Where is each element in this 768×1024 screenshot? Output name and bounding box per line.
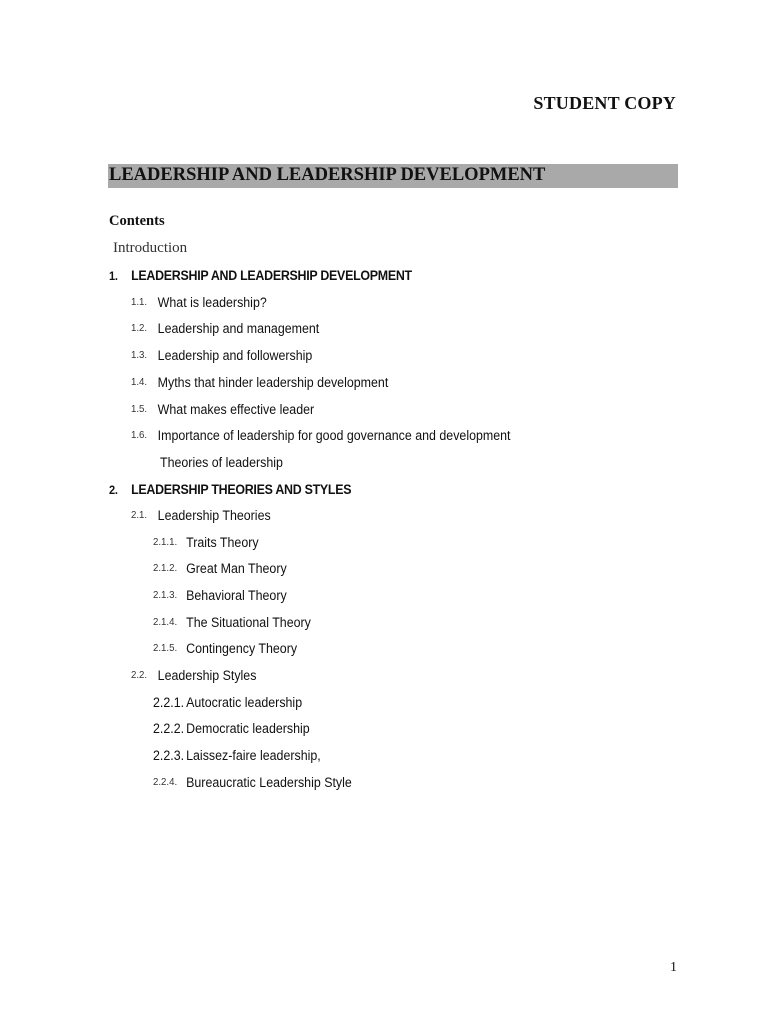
toc-text: Leadership Theories: [157, 508, 271, 523]
contents-heading: Contents: [109, 213, 165, 229]
toc-text: Laissez-faire leadership,: [186, 748, 321, 763]
toc-number: 2.2.2.: [153, 721, 185, 736]
toc-number: 1.3.: [131, 349, 148, 361]
toc-number: 2.2.4.: [153, 776, 178, 788]
toc-text: LEADERSHIP AND LEADERSHIP DEVELOPMENT: [131, 268, 412, 283]
toc-introduction: Introduction: [113, 240, 188, 256]
toc-text: Leadership and management: [157, 321, 320, 336]
toc-text: What makes effective leader: [157, 402, 315, 417]
toc-number: 1.2.: [131, 322, 148, 334]
toc-text: Theories of leadership: [160, 455, 283, 470]
toc-text: Behavioral Theory: [186, 588, 287, 603]
toc-number: 1.5.: [131, 403, 148, 415]
toc-number: 1.6.: [131, 429, 148, 441]
toc-text: Myths that hinder leadership development: [157, 375, 389, 390]
toc-number: 1.4.: [131, 376, 148, 388]
document-title: LEADERSHIP AND LEADERSHIP DEVELOPMENT: [109, 165, 546, 185]
toc-text: Great Man Theory: [186, 561, 287, 576]
toc-number: 1.1.: [131, 296, 148, 308]
toc-text: Traits Theory: [186, 535, 259, 550]
toc-number: 1.: [109, 269, 118, 283]
toc-text: LEADERSHIP THEORIES AND STYLES: [131, 482, 352, 497]
student-copy-label: STUDENT COPY: [533, 93, 676, 113]
toc-number: 2.2.1.: [153, 695, 185, 710]
toc-number: 2.1.3.: [153, 589, 178, 601]
toc-number: 2.2.3.: [153, 748, 185, 763]
toc-number: 2.1.5.: [153, 642, 178, 654]
toc-text: Democratic leadership: [186, 721, 310, 736]
page-number: 1: [670, 960, 677, 975]
toc-text: Contingency Theory: [186, 641, 298, 656]
toc-number: 2.1.1.: [153, 536, 178, 548]
toc-text: Leadership and followership: [157, 348, 313, 363]
toc-text: Importance of leadership for good governance and development: [157, 428, 511, 443]
toc-text: What is leadership?: [157, 295, 267, 310]
toc-number: 2.1.4.: [153, 616, 178, 628]
toc-text: The Situational Theory: [186, 615, 311, 630]
toc-text: Leadership Styles: [157, 668, 257, 683]
toc-number: 2.1.2.: [153, 562, 178, 574]
toc-number: 2.1.: [131, 509, 148, 521]
toc-number: 2.: [109, 483, 118, 497]
toc-text: Autocratic leadership: [186, 695, 303, 710]
toc-number: 2.2.: [131, 669, 148, 681]
toc-text: Bureaucratic Leadership Style: [186, 775, 352, 790]
